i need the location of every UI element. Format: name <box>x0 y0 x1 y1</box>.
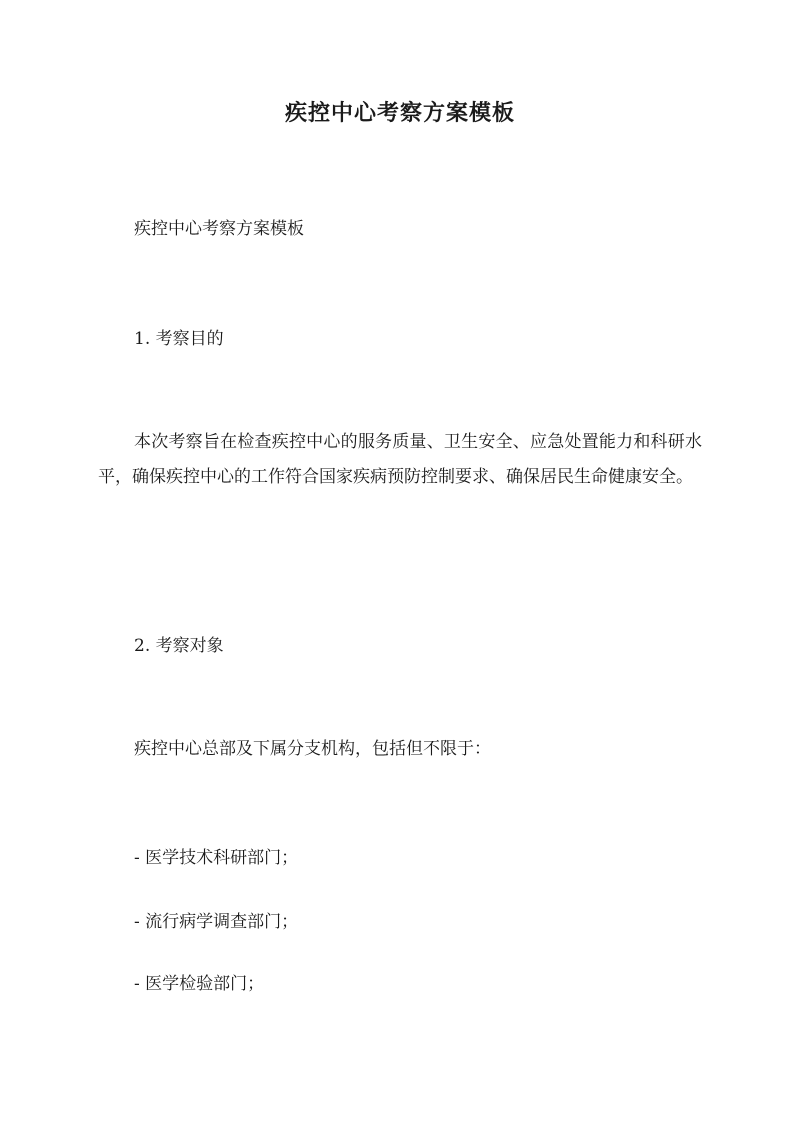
list-item: - 医学技术科研部门； <box>134 848 299 868</box>
list-item: - 流行病学调查部门； <box>134 912 299 932</box>
document-title: 疾控中心考察方案模板 <box>284 100 515 126</box>
section-1-heading: 1. 考察目的 <box>134 329 224 349</box>
list-item: - 医学检验部门； <box>134 974 265 994</box>
section-2-heading: 2. 考察对象 <box>134 636 224 656</box>
section-1-body: 本次考察旨在检查疾控中心的服务质量、卫生安全、应急处置能力和科研水平，确保疾控中心的工作符合国家疾病预防控制要求、确保居民生命健康安全。 <box>98 432 702 487</box>
section-2-body: 疾控中心总部及下属分支机构，包括但不限于： <box>134 739 491 759</box>
intro-text: 疾控中心考察方案模板 <box>134 219 304 239</box>
